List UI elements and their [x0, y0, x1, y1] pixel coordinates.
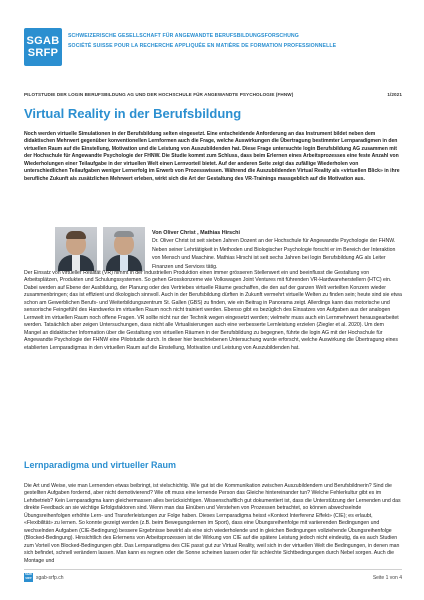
article-title: Virtual Reality in der Berufsbildung [24, 106, 242, 121]
logo-text-bottom: SRFP [27, 47, 59, 59]
org-name-french: SOCIÉTÉ SUISSE POUR LA RECHERCHE APPLIQUÉE EN MATIÈRE DE FORMATION PROFESSIONNELLE [68, 43, 337, 49]
study-bar [24, 92, 402, 97]
org-name-german: SCHWEIZERISCHE GESELLSCHAFT FÜR ANGEWANDTE BERUFSBILDUNGSFORSCHUNG [68, 33, 299, 39]
sgab-logo [24, 28, 62, 66]
author-photo-mathias-hirschi [103, 227, 145, 271]
issue-number: 1/2021 [387, 92, 402, 97]
organization-names [68, 31, 408, 51]
section-heading: Lernparadigma und virtueller Raum [24, 460, 177, 470]
body-paragraph-2: Die Art und Weise, wie man Lernenden etwas beibringt, ist vielschichtig. Wie gut ist die Kommunikation zwischen Auszubildendem und Berufsbildnerin? Sind die gestellten Aufgaben fordernd, aber nicht demotivierend? Wie oft muss eine lernende Person das Gleiche hintereinander tun? Welche Fehlerkultur gibt es im Lehrbetrieb? Kein Lernparadigma kann gleichermassen alles berücksichtigen. Wissenschaftlich gut dokumentiert ist, dass die Unterstützung der Lernenden und das direkte Feedback an sie wichtige Erfolgsfaktoren sind. Wenn man das Einüben und Verstehen von Prozessen betrachtet, so können abwechselnde Übungsreihenfolgen erhöhte Lern- und Transferleistungen zur Folge haben. Dieses Lernparadigma heisst «Kontext Interferenz Effekt» (CIE); es erlaubt, «Flexibilität» zu lernen. So konnte gezeigt werden (z.B. beim Bewegungslernen im Sport), dass eine Übungsreihenfolge mit variierenden Bedingungen und wechselnden Aufgaben (CIE-Bedingung) bessere Ergebnisse bewirkt als eine sich wiederholende und in gleichen Bedingungen vollziehende Übungsreihenfolge (Blocked-Bedingung). Hinsichtlich des Erlernens von Arbeitsprozessen ist die Wirkung von CIE auf die spätere Leistung jedoch nicht eindeutig, da es auch Studien zum Vorteil von Blocked-Bedingungen gibt. Das Lernparadigma des CIE passt gut zur Virtual Reality, weil sich in der virtuellen Welt die Bedingungen, in denen man sich befindet, schnell verändern lassen. Man kann es regnen oder die Sonne scheinen lassen oder für schlechte Sichtbedingungen durch Nebel sorgen. Auch die Montage und [24, 483, 401, 564]
author-names: Von Oliver Christ , Mathias Hirschi [152, 230, 240, 236]
author-bio: Dr. Oliver Christ ist seit sieben Jahren Dozent an der Hochschule für Angewandte Psychologie der FHNW. Neben seiner Lehrtätigkeit in Methoden und Biologischer Psychologie forscht er im Bereich der Interaktion von Mensch und Maschine. Mathias Hirschi ist seit sechs Jahren bei login Berufsbildung AG als Leiter Finanzen und Services tätig. [152, 238, 396, 270]
author-photo-oliver-christ [55, 227, 97, 271]
article-lead: Noch werden virtuelle Simulationen in der Berufsbildung selten eingesetzt. Eine entscheidende Anforderung an das Instrument bildet neben dem didaktischen Mehrwert gegenüber konventionellen Lernformen auch die Frage, welche Auswirkungen die Übertragung bestimmter Lernparadigmen in den virtuellen Raum auf die Einstellung, Motivation und die Leistung von Auszubildenden hat. Diese Frage untersuchte login Berufsbildung AG zusammen mit der Hochschule für Angewandte Psychologie der FHNW. Die Studie kommt zum Schluss, dass beim Erlernen eines Arbeitsprozesses eine feste Anzahl von Wiederholungen einer Teilaufgabe in der virtuellen Welt einen Lernvorteil bietet. Auf der anderen Seite zeigt das zufällige Wiederholen von unterschiedlichen Teilaufgaben weniger Lernerfolg im Erwerb von Prozesswissen. Während die Auszubildenden Virtual Reality als «virtuellen Blick» in ihre berufliche Zukunft als zusätzlichen Mehrwert erleben, wirkt sich die Art der Gestaltung des VR-Trainings massgeblich auf die Motivation aus. [24, 131, 400, 182]
body-paragraph-1: Der Einsatz von virtueller Realität (VR) nimmt in der industriellen Produktion einen immer grösseren Stellenwert ein und beeinflusst die Gestaltung von Arbeitsplätzen, Produkten und Schulungssystemen. So gehen Grosskonzerne wie Volkswagen Joint Ventures mit führenden VR-Hardwareherstellern (HTC) ein. Dabei werden auf Ebene der Ausbildung, der Planung oder des Vertriebes virtuelle Räume geschaffen, die den auf der ganzen Welt verteilten Konzern wieder zusammenbringen; das ist effizient und ökologisch sinnvoll. Auch in der Berufsbildung dürften in Zukunft vermehrt virtuelle Welten zu finden sein; heute sind sie etwa schon am Gewerblichen Berufs- und Weiterbildungszentrum St. Gallen (GBS) zu finden, wie ein Beitrag in Panorama zeigt. Allerdings kann das motorische und sensorische Feingefühl des Handwerks im virtuellen Raum noch nicht trainiert werden. Ebenso gibt es bezüglich des Einsatzes von Aufgaben aus der analogen Lernwelt im virtuellen Raum noch offene Fragen. VR sollte nicht nur der Technik wegen eingesetzt werden; vielmehr muss auch ein Lernmehrwert herausgearbeitet werden. Tatsächlich aber zeigen Untersuchungen, dass nicht alle Virtualisierungen auch eine verbesserte Lernleistung erzielen (Ziegler et al. 2020). Um dem Mangel an didaktischer Information über die Gestaltung von virtuellen Räumen in der Berufsbildung zu begegnen, führte die login AG mit der Hochschule für Angewandte Psychologie der FHNW eine Pilotstudie durch. In dieser hier beschriebenen Untersuchung wurde erforscht, welche Auswirkung die Übertragung eines etablierten Lernparadigmas in den virtuellen Raum auf die Einstellung, Motivation und Leistung von Auszubildenden hat. [24, 270, 402, 351]
logo-text-top: SGAB [26, 35, 60, 47]
author-block [152, 229, 402, 271]
footer-logo-top: SGAB [25, 574, 32, 577]
footer-website-link[interactable]: sgab-srfp.ch [36, 575, 64, 581]
footer-logo [24, 573, 33, 582]
footer-logo-bottom: SRFP [25, 577, 32, 580]
page-number: Seite 1 von 4 [372, 575, 402, 581]
footer-divider [24, 569, 402, 570]
study-label: PILOTSTUDIE DER LOGIN BERUFSBILDUNG AG UND DER HOCHSCHULE FÜR ANGEWANDTE PSYCHOLOGIE (FHNW) [24, 92, 294, 97]
